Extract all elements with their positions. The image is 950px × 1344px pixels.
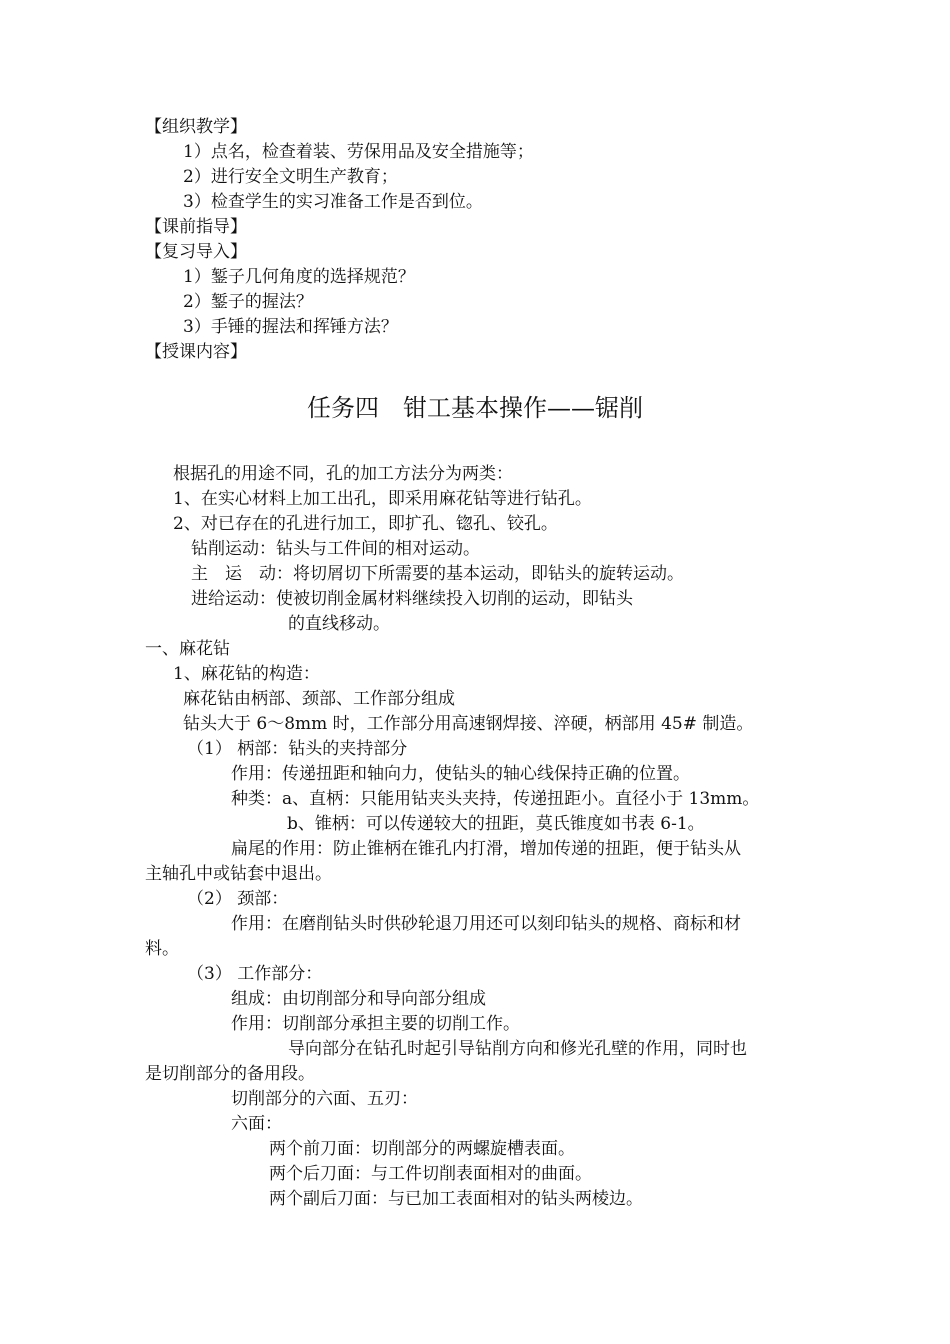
- structure-composition: 麻花钻由柄部、颈部、工作部分组成: [183, 689, 455, 709]
- working-function: 作用：切削部分承担主要的切削工作。: [231, 1014, 520, 1034]
- section-1-heading: 一、麻花钻: [145, 639, 230, 659]
- org-item-2: 2）进行安全文明生产教育；: [183, 167, 398, 187]
- feed-motion-line-2: 的直线移动。: [288, 614, 390, 634]
- review-item-2: 2）錾子的握法？: [183, 292, 313, 312]
- rake-faces: 两个前刀面：切削部分的两螺旋槽表面。: [269, 1139, 575, 1159]
- guide-part-line-2: 是切削部分的备用段。: [145, 1064, 315, 1084]
- shank-heading: （1） 柄部：钻头的夹持部分: [187, 739, 408, 759]
- review-item-3: 3）手锤的握法和挥锤方法？: [183, 317, 398, 337]
- tang-function-line-2: 主轴孔中或钻套中退出。: [145, 864, 332, 884]
- org-item-3: 3）检查学生的实习准备工作是否到位。: [183, 192, 483, 212]
- tang-function-line-1: 扁尾的作用：防止锥柄在锥孔内打滑，增加传递的扭距，便于钻头从: [231, 839, 741, 859]
- shank-function: 作用：传递扭距和轴向力，使钻头的轴心线保持正确的位置。: [231, 764, 690, 784]
- section-heading-organize: 【组织教学】: [145, 117, 247, 137]
- page-title: 任务四 钳工基本操作——锯削: [307, 394, 643, 422]
- guide-part-line-1: 导向部分在钻孔时起引导钻削方向和修光孔壁的作用，同时也: [288, 1039, 747, 1059]
- auxiliary-flank-faces: 两个副后刀面：与已加工表面相对的钻头两棱边。: [269, 1189, 643, 1209]
- working-heading: （3） 工作部分：: [187, 964, 323, 984]
- section-heading-pre-guidance: 【课前指导】: [145, 217, 247, 237]
- six-faces-heading: 六面：: [231, 1114, 282, 1134]
- structure-heading: 1、麻花钻的构造：: [173, 664, 320, 684]
- intro-method-1: 1、在实心材料上加工出孔，即采用麻花钻等进行钻孔。: [173, 489, 592, 509]
- working-composition: 组成：由切削部分和导向部分组成: [231, 989, 486, 1009]
- cutting-motion: 钻削运动：钻头与工件间的相对运动。: [191, 539, 480, 559]
- neck-function-line-2: 料。: [145, 939, 179, 959]
- org-item-1: 1）点名，检查着装、劳保用品及安全措施等；: [183, 142, 534, 162]
- neck-function-line-1: 作用：在磨削钻头时供砂轮退刀用还可以刻印钻头的规格、商标和材: [231, 914, 741, 934]
- neck-heading: （2） 颈部：: [187, 889, 289, 909]
- shank-type-a: 种类：a、直柄：只能用钻夹头夹持，传递扭距小。直径小于 13mm。: [231, 789, 760, 809]
- structure-material: 钻头大于 6～8mm 时，工作部分用高速钢焊接、淬硬，柄部用 45# 制造。: [183, 714, 754, 734]
- intro-method-2: 2、对已存在的孔进行加工，即扩孔、锪孔、铰孔。: [173, 514, 558, 534]
- intro-lead: 根据孔的用途不同，孔的加工方法分为两类：: [173, 464, 513, 484]
- review-item-1: 1）錾子几何角度的选择规范？: [183, 267, 415, 287]
- faces-edges-heading: 切削部分的六面、五刃：: [231, 1089, 418, 1109]
- feed-motion-line-1: 进给运动：使被切削金属材料继续投入切削的运动，即钻头: [191, 589, 633, 609]
- main-motion: 主 运 动：将切屑切下所需要的基本运动，即钻头的旋转运动。: [191, 564, 684, 584]
- section-heading-review: 【复习导入】: [145, 242, 247, 262]
- flank-faces: 两个后刀面：与工件切削表面相对的曲面。: [269, 1164, 592, 1184]
- section-heading-content: 【授课内容】: [145, 342, 247, 362]
- shank-type-b: b、锥柄：可以传递较大的扭距，莫氏锥度如书表 6-1。: [287, 814, 705, 834]
